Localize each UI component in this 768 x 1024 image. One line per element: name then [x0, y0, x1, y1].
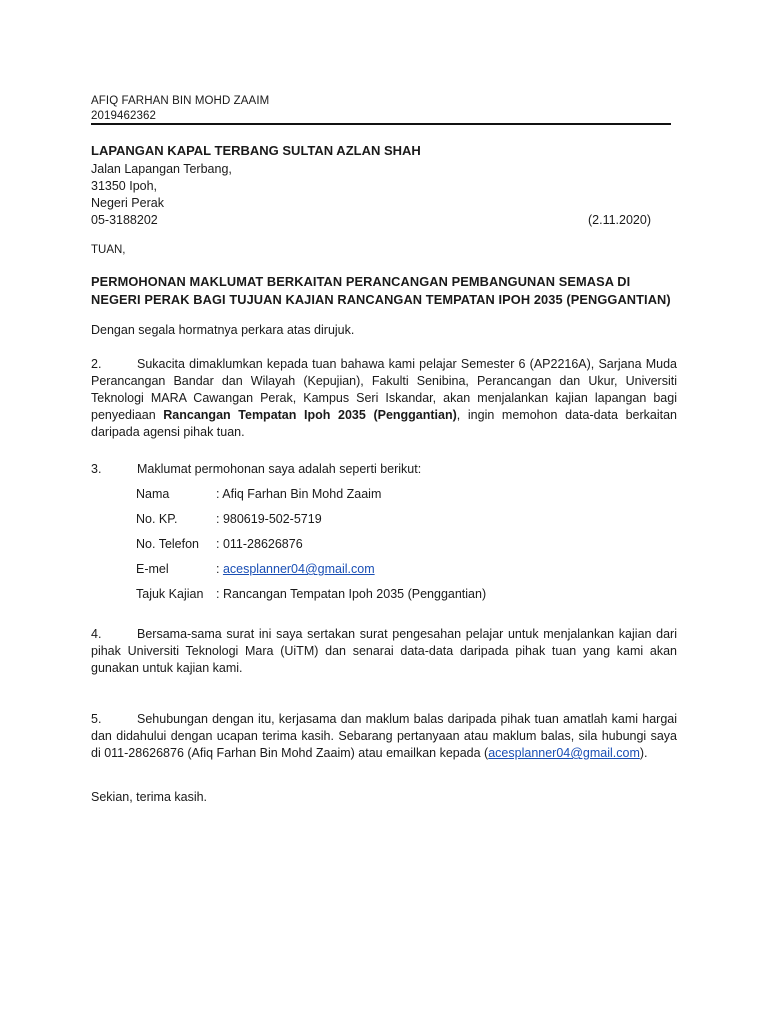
- sender-block: [91, 94, 269, 124]
- paragraph-text: Maklumat permohonan saya adalah seperti berikut:: [137, 462, 422, 476]
- paragraph-bold-text: Rancangan Tempatan Ipoh 2035 (Penggantian): [163, 408, 457, 422]
- paragraph-text: Sehubungan dengan itu, kerjasama dan maklum balas daripada pihak tuan amatlah kami hargai dan didahului dengan ucapan terima kasih. Sebarang pertanyaan atau maklum balas, sila hubungi saya di 011-28626876 (Afiq Farhan Bin Mohd Zaaim) atau emailkan kepada (: [91, 712, 677, 760]
- paragraph-text: ).: [639, 746, 648, 760]
- header-divider: [91, 123, 671, 125]
- sender-name: AFIQ FARHAN BIN MOHD ZAAIM: [91, 95, 270, 107]
- info-row: [136, 511, 486, 536]
- paragraph-text: Sukacita dimaklumkan kepada tuan bahawa kami pelajar Semester 6 (AP2216A), Sarjana Muda Perancangan Bandar dan Wilayah (Kepujian), Fakulti Senibina, Perancangan dan Ukur, Universiti Teknologi MARA Cawangan Perak, Kampus Seri Iskandar, akan menjalankan kajian lapangan bagi penyediaan: [91, 357, 677, 422]
- info-row: [136, 486, 486, 511]
- info-label: E-mel: [136, 562, 169, 576]
- address-line: 31350 Ipoh,: [91, 179, 158, 193]
- recipient-org: LAPANGAN KAPAL TERBANG SULTAN AZLAN SHAH: [91, 143, 421, 158]
- paragraph-4: [91, 626, 677, 677]
- paragraph-number: 4.: [91, 627, 102, 641]
- info-row: [136, 586, 486, 611]
- paragraph-number: 3.: [91, 462, 102, 476]
- salutation: TUAN,: [91, 244, 126, 256]
- info-value: : Rancangan Tempatan Ipoh 2035 (Penggantian): [216, 587, 487, 601]
- info-label: No. KP.: [136, 512, 178, 526]
- email-link[interactable]: acesplanner04@gmail.com: [488, 746, 640, 760]
- info-value: : Afiq Farhan Bin Mohd Zaaim: [216, 487, 382, 501]
- info-row: [136, 536, 486, 561]
- paragraph-text: , ingin memohon data-data berkaitan daripada agensi pihak tuan.: [91, 408, 678, 439]
- email-prefix: :: [216, 562, 223, 576]
- info-label: Tajuk Kajian: [136, 587, 204, 601]
- phone-date-row: [91, 212, 651, 229]
- address-line: Jalan Lapangan Terbang,: [91, 162, 232, 176]
- paragraph-2: [91, 356, 677, 441]
- address-line: Negeri Perak: [91, 196, 164, 210]
- info-label: No. Telefon: [136, 537, 200, 551]
- paragraph-5: [91, 711, 677, 762]
- info-value: [216, 561, 375, 586]
- recipient-phone: 05-3188202: [91, 213, 158, 227]
- info-value: : 980619-502-5719: [216, 512, 322, 526]
- letter-date: (2.11.2020): [587, 213, 651, 227]
- info-row: [136, 561, 486, 586]
- info-label: Nama: [136, 487, 170, 501]
- closing: Sekian, terima kasih.: [91, 790, 208, 804]
- sender-id: 2019462362: [91, 110, 156, 122]
- paragraph-number: 5.: [91, 712, 102, 726]
- greeting: Dengan segala hormatnya perkara atas dirujuk.: [91, 323, 355, 337]
- paragraph-3: [91, 461, 677, 478]
- paragraph-number: 2.: [91, 357, 102, 371]
- recipient-address: [91, 142, 661, 229]
- paragraph-text: Bersama-sama surat ini saya sertakan surat pengesahan pelajar untuk menjalankan kajian dari pihak Universiti Teknologi Mara (UiTM) dan senarai data-data daripada pihak tuan yang kami akan gunakan untuk kajian kami.: [91, 627, 677, 675]
- letter-subject: PERMOHONAN MAKLUMAT BERKAITAN PERANCANGAN PEMBANGUNAN SEMASA DI NEGERI PERAK BAGI TUJUAN KAJIAN RANCANGAN TEMPATAN IPOH 2035 (PENGGANTIAN): [91, 274, 671, 307]
- applicant-info-list: [136, 486, 486, 611]
- info-value: : 011-28626876: [216, 537, 303, 551]
- email-link[interactable]: acesplanner04@gmail.com: [222, 562, 375, 576]
